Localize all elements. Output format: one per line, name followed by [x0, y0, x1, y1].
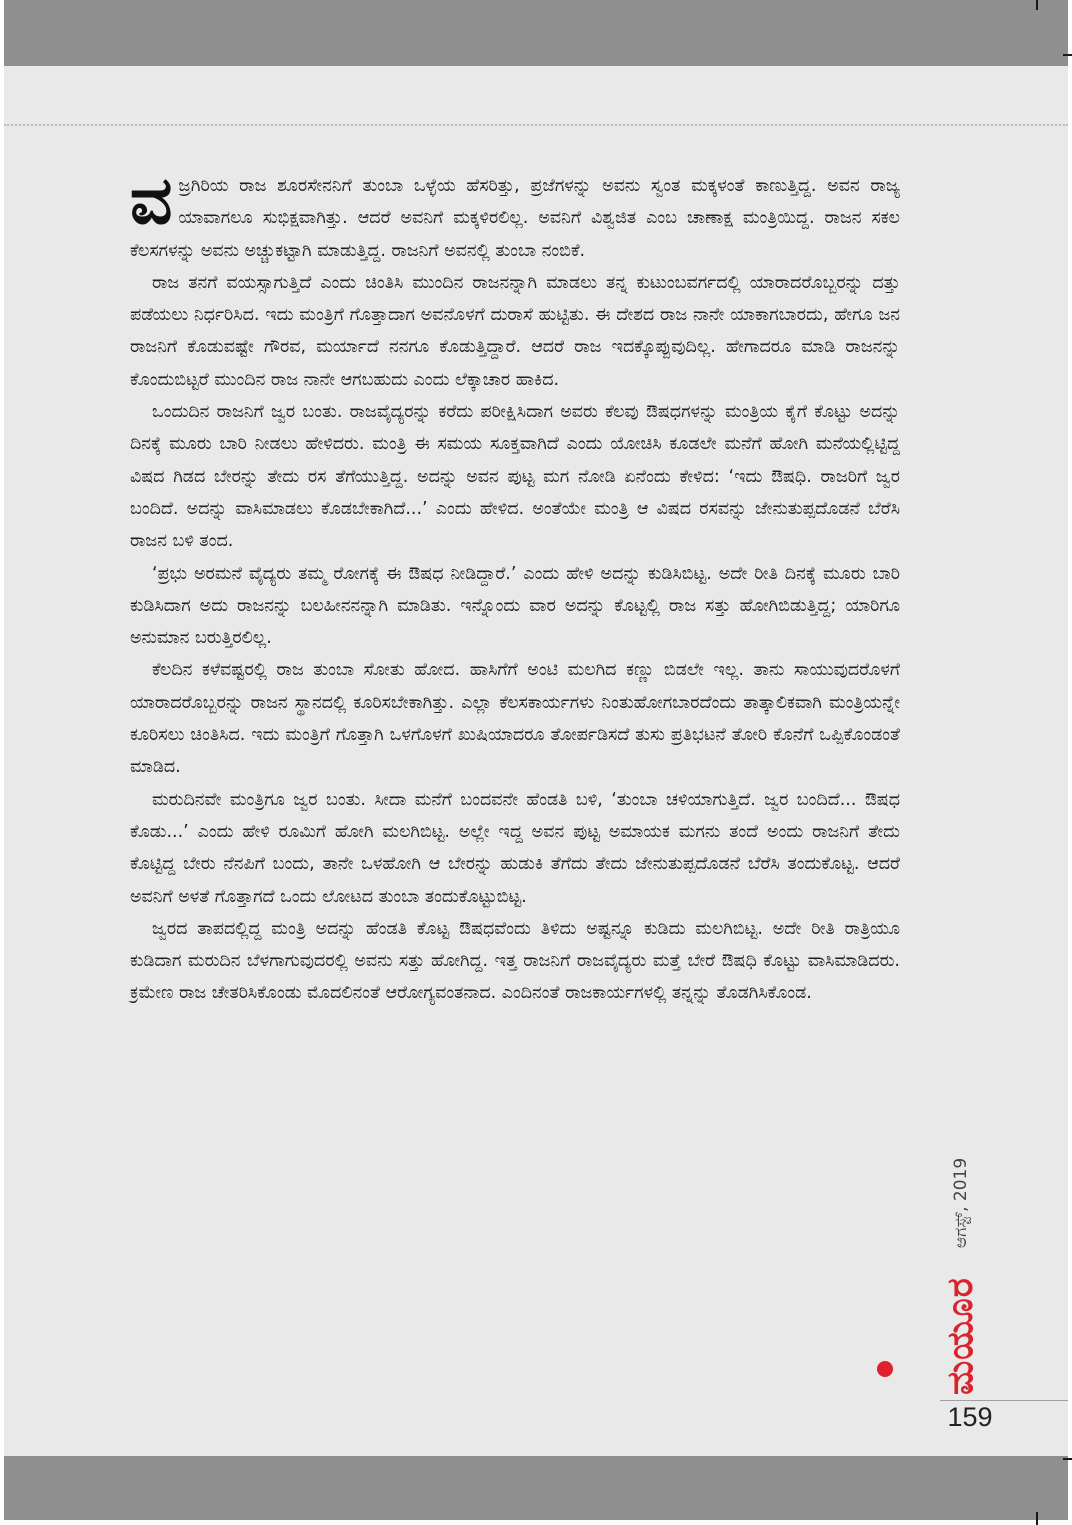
paragraph-5: ಕೆಲದಿನ ಕಳೆವಷ್ಟರಲ್ಲಿ ರಾಜ ತುಂಬಾ ಸೋತು ಹೋದ. ಹಾಸಿಗೆಗೆ ಅಂಟಿ ಮಲಗಿದ ಕಣ್ಣು ಬಿಡಲೇ ಇಲ್ಲ. ತಾನು ಸಾಯುವುದರೊಳಗೆ ಯಾರಾದರೊಬ್ಬರನ್ನು ರಾಜನ ಸ್ಥಾನದಲ್ಲಿ ಕೂರಿಸಬೇಕಾಗಿತ್ತು. ಎಲ್ಲಾ ಕೆಲಸಕಾರ್ಯಗಳು ನಿಂತುಹೋಗಬಾರದೆಂದು ತಾತ್ಕಾಲಿಕವಾಗಿ ಮಂತ್ರಿಯನ್ನೇ ಕೂರಿಸಲು ಚಿಂತಿಸಿದ. ಇದು ಮಂತ್ರಿಗೆ ಗೊತ್ತಾಗಿ ಒಳಗೊಳಗೆ ಖುಷಿಯಾದರೂ ತೋರ್ಪಡಿಸದೆ ತುಸು ಪ್ರತಿಭಟನೆ ತೋರಿ ಕೊನೆಗೆ ಒಪ್ಪಿಕೊಂಡಂತೆ ಮಾಡಿದ. — [130, 660, 900, 778]
crop-mark-top — [1036, 0, 1038, 10]
article-body — [130, 162, 900, 1010]
magazine-brand: ಮಯೂರ — [940, 1277, 981, 1395]
paragraph-6: ಮರುದಿನವೇ ಮಂತ್ರಿಗೂ ಜ್ವರ ಬಂತು. ಸೀದಾ ಮನೆಗೆ ಬಂದವನೇ ಹೆಂಡತಿ ಬಳಿ, ‘ತುಂಬಾ ಚಳಿಯಾಗುತ್ತಿದೆ. ಜ್ವರ ಬಂದಿದೆ... ಔಷಧ ಕೊಡು...’ ಎಂದು ಹೇಳಿ ರೂಮಿಗೆ ಹೋಗಿ ಮಲಗಿಬಿಟ್ಟ. ಅಲ್ಲೇ ಇದ್ದ ಅವನ ಪುಟ್ಟ ಅಮಾಯಕ ಮಗನು ತಂದೆ ಅಂದು ರಾಜನಿಗೆ ತೇದು ಕೊಟ್ಟಿದ್ದ ಬೇರು ನೆನಪಿಗೆ ಬಂದು, ತಾನೇ ಒಳಹೋಗಿ ಆ ಬೇರನ್ನು ಹುಡುಕಿ ತೆಗೆದು ತೇದು ಜೇನುತುಪ್ಪದೊಡನೆ ಬೆರೆಸಿ ತಂದುಕೊಟ್ಟ. ಆದರೆ ಅವನಿಗೆ ಅಳತೆ ಗೊತ್ತಾಗದೆ ಒಂದು ಲೋಟದ ತುಂಬಾ ತಂದುಕೊಟ್ಟುಬಿಟ್ಟ. — [130, 789, 900, 907]
paragraph-4: ‘ಪ್ರಭು ಅರಮನೆ ವೈದ್ಯರು ತಮ್ಮ ರೋಗಕ್ಕೆ ಈ ಔಷಧ ನೀಡಿದ್ದಾರೆ.’ ಎಂದು ಹೇಳಿ ಅದನ್ನು ಕುಡಿಸಿಬಿಟ್ಟ. ಅದೇ ರೀತಿ ದಿನಕ್ಕೆ ಮೂರು ಬಾರಿ ಕುಡಿಸಿದಾಗ ಅದು ರಾಜನನ್ನು ಬಲಹೀನನನ್ನಾಗಿ ಮಾಡಿತು. ಇನ್ನೊಂದು ವಾರ ಅದನ್ನು ಕೊಟ್ಟಲ್ಲಿ ರಾಜ ಸತ್ತು ಹೋಗಿಬಿಡುತ್ತಿದ್ದ; ಯಾರಿಗೂ ಅನುಮಾನ ಬರುತ್ತಿರಲಿಲ್ಲ. — [130, 563, 900, 649]
magazine-side-label — [940, 1158, 982, 1395]
crop-mark-bottom — [1036, 1512, 1038, 1525]
paragraph-3: ಒಂದುದಿನ ರಾಜನಿಗೆ ಜ್ವರ ಬಂತು. ರಾಜವೈದ್ಯರನ್ನು ಕರೆದು ಪರೀಕ್ಷಿಸಿದಾಗ ಅವರು ಕೆಲವು ಔಷಧಗಳನ್ನು ಮಂತ್ರಿಯ ಕೈಗೆ ಕೊಟ್ಟು ಅದನ್ನು ದಿನಕ್ಕೆ ಮೂರು ಬಾರಿ ನೀಡಲು ಹೇಳಿದರು. ಮಂತ್ರಿ ಈ ಸಮಯ ಸೂಕ್ತವಾಗಿದೆ ಎಂದು ಯೋಚಿಸಿ ಕೂಡಲೇ ಮನೆಗೆ ಹೋಗಿ ಮನೆಯಲ್ಲಿಟ್ಟಿದ್ದ ವಿಷದ ಗಿಡದ ಬೇರನ್ನು ತೇದು ರಸ ತೆಗೆಯುತ್ತಿದ್ದ. ಅದನ್ನು ಅವನ ಪುಟ್ಟ ಮಗ ನೋಡಿ ಏನೆಂದು ಕೇಳಿದ: ‘ಇದು ಔಷಧಿ. ರಾಜರಿಗೆ ಜ್ವರ ಬಂದಿದೆ. ಅದನ್ನು ವಾಸಿಮಾಡಲು ಕೊಡಬೇಕಾಗಿದೆ...’ ಎಂದು ಹೇಳಿದ. ಅಂತೆಯೇ ಮಂತ್ರಿ ಆ ವಿಷದ ರಸವನ್ನು ಜೇನುತುಪ್ಪದೊಡನೆ ಬೆರೆಸಿ ರಾಜನ ಬಳಿ ತಂದ. — [130, 402, 900, 552]
paragraph-text: ಜ್ರಗಿರಿಯ ರಾಜ ಶೂರಸೇನನಿಗೆ ತುಂಬಾ ಒಳ್ಳೆಯ ಹೆಸರಿತ್ತು, ಪ್ರಜೆಗಳನ್ನು ಅವನು ಸ್ವಂತ ಮಕ್ಕಳಂತೆ ಕಾಣುತ್ತಿದ್ದ. ಅವನ ರಾಜ್ಯ ಯಾವಾಗಲೂ ಸುಭಿಕ್ಷವಾಗಿತ್ತು. ಆದರೆ ಅವನಿಗೆ ಮಕ್ಕಳಿರಲಿಲ್ಲ. ಅವನಿಗೆ ವಿಶ್ವಜಿತ ಎಂಬ ಚಾಣಾಕ್ಷ ಮಂತ್ರಿಯಿದ್ದ. ರಾಜನ ಸಕಲ ಕೆಲಸಗಳನ್ನು ಅವನು ಅಚ್ಚುಕಟ್ಟಾಗಿ ಮಾಡುತ್ತಿದ್ದ. ರಾಜನಿಗೆ ಅವನಲ್ಲಿ ತುಂಬಾ ನಂಬಿಕೆ. — [130, 176, 900, 261]
crop-mark-right-bottom — [1063, 1458, 1072, 1460]
paragraph-7: ಜ್ವರದ ತಾಪದಲ್ಲಿದ್ದ ಮಂತ್ರಿ ಅದನ್ನು ಹೆಂಡತಿ ಕೊಟ್ಟ ಔಷಧವೆಂದು ತಿಳಿದು ಅಷ್ಟನ್ನೂ ಕುಡಿದು ಮಲಗಿಬಿಟ್ಟ. ಅದೇ ರೀತಿ ರಾತ್ರಿಯೂ ಕುಡಿದಾಗ ಮರುದಿನ ಬೆಳಗಾಗುವುದರಲ್ಲಿ ಅವನು ಸತ್ತು ಹೋಗಿದ್ದ. ಇತ್ತ ರಾಜನಿಗೆ ರಾಜವೈದ್ಯರು ಮತ್ತೆ ಬೇರೆ ಔಷಧಿ ಕೊಟ್ಟು ವಾಸಿಮಾಡಿದರು. ಕ್ರಮೇಣ ರಾಜ ಚೇತರಿಸಿಕೊಂಡು ಮೊದಲಿನಂತೆ ಆರೋಗ್ಯವಂತನಾದ. ಎಂದಿನಂತೆ ರಾಜಕಾರ್ಯಗಳಲ್ಲಿ ತನ್ನನ್ನು ತೊಡಗಿಸಿಕೊಂಡ. — [130, 918, 900, 1004]
footer-rule — [940, 1400, 1068, 1401]
crop-mark-right-top — [1063, 54, 1072, 56]
top-gray-bar — [4, 0, 1068, 66]
issue-date: ಆಗಸ್ಟ್, 2019 — [951, 1157, 971, 1249]
paragraph-2: ರಾಜ ತನಗೆ ವಯಸ್ಸಾಗುತ್ತಿದೆ ಎಂದು ಚಿಂತಿಸಿ ಮುಂದಿನ ರಾಜನನ್ನಾಗಿ ಮಾಡಲು ತನ್ನ ಕುಟುಂಬವರ್ಗದಲ್ಲಿ ಯಾರಾದರೊಬ್ಬರನ್ನು ದತ್ತು ಪಡೆಯಲು ನಿರ್ಧರಿಸಿದ. ಇದು ಮಂತ್ರಿಗೆ ಗೊತ್ತಾದಾಗ ಅವನೊಳಗೆ ದುರಾಸೆ ಹುಟ್ಟಿತು. ಈ ದೇಶದ ರಾಜ ನಾನೇ ಯಾಕಾಗಬಾರದು, ಹೇಗೂ ಜನ ರಾಜನಿಗೆ ಕೊಡುವಷ್ಟೇ ಗೌರವ, ಮರ್ಯಾದೆ ನನಗೂ ಕೊಡುತ್ತಿದ್ದಾರೆ. ಆದರೆ ರಾಜ ಇದಕ್ಕೊಪ್ಪುವುದಿಲ್ಲ. ಹೇಗಾದರೂ ಮಾಡಿ ರಾಜನನ್ನು ಕೊಂದುಬಿಟ್ಟರೆ ಮುಂದಿನ ರಾಜ ನಾನೇ ಆಗಬಹುದು ಎಂದು ಲೆಕ್ಕಾಚಾರ ಹಾಕಿದ. — [130, 272, 900, 390]
dotted-divider — [4, 124, 1068, 126]
drop-cap: ವ — [130, 162, 173, 239]
red-dot-ornament — [877, 1361, 893, 1377]
paragraph-1 — [130, 162, 900, 267]
bottom-gray-bar — [4, 1456, 1068, 1520]
page-number: 159 — [947, 1402, 993, 1432]
